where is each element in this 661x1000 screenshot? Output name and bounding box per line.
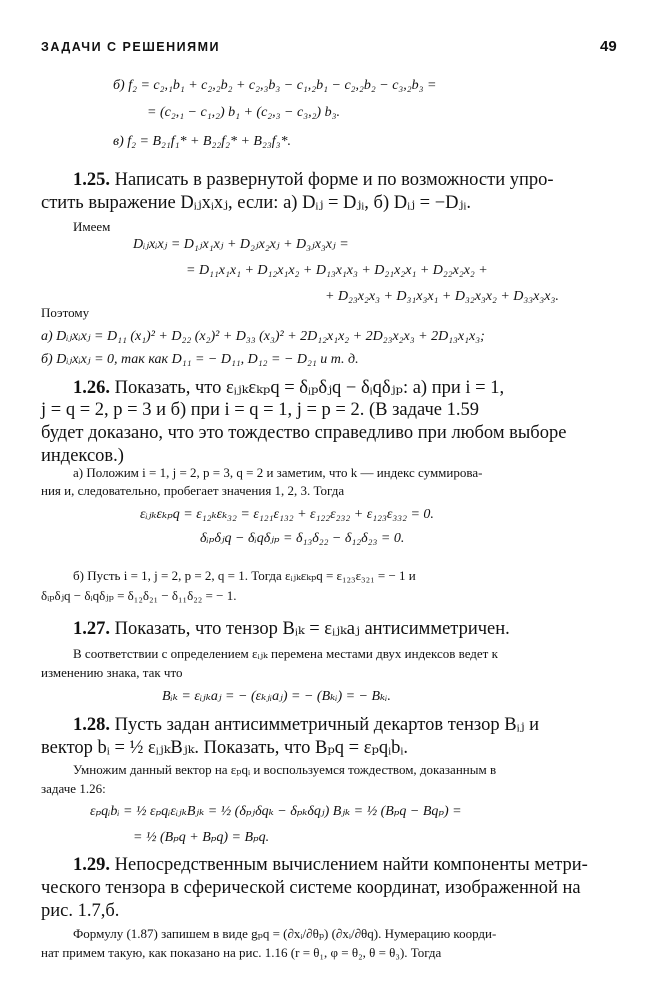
- line-text: δᵢₚδⱼq − δᵢqδⱼₚ = δ₁₂δ₂₁ − δ₁₁δ₂₂ = − 1.: [41, 588, 237, 603]
- line-text: а) Положим i = 1, j = 2, p = 3, q = 2 и заметим, что k — индекс суммирова-: [73, 465, 483, 480]
- page-number: 49: [600, 38, 617, 55]
- line-text: = ½ (Bₚq + Bₚq) = Bₚq.: [133, 830, 270, 845]
- text-line: [41, 400, 479, 421]
- text-line: [133, 829, 269, 846]
- line-text: В соответствии с определением εᵢⱼₖ перемена местами двух индексов ведет к: [73, 646, 498, 661]
- line-text: j = q = 2, p = 3 и б) при i = q = 1, j = p = 2. (В задаче 1.59: [41, 400, 480, 420]
- line-text: Bᵢₖ = εᵢⱼₖaⱼ = − (εₖⱼᵢaⱼ) = − (Bₖᵢ) = − Bₖᵢ.: [162, 689, 391, 704]
- line-text: Показать, что εᵢⱼₖεₖₚq = δᵢₚδⱼq − δᵢqδⱼₚ: а) при i = 1,: [110, 378, 505, 398]
- text-line: [41, 781, 106, 797]
- line-text: вектор bᵢ = ½ εᵢⱼₖBⱼₖ. Показать, что Bₚq = εₚqᵢbᵢ.: [41, 738, 409, 758]
- problem-heading: [73, 377, 504, 399]
- problem-heading: [73, 618, 510, 640]
- line-text: а) Dᵢⱼxᵢxⱼ = D₁₁ (x₁)² + D₂₂ (x₂)² + D₃₃ (x₃)² + 2D₁₂x₁x₂ + 2D₂₃x₂x₃ + 2D₁₃x₁x₃;: [41, 329, 485, 344]
- problem-number: 1.26.: [73, 378, 110, 398]
- line-text: Написать в развернутой форме и по возможности упро-: [110, 170, 554, 190]
- text-line: [41, 351, 359, 368]
- text-line: [162, 688, 391, 705]
- text-line: [41, 588, 236, 604]
- line-text: Формулу (1.87) запишем в виде gₚq = (∂xᵢ/∂θₚ) (∂xᵢ/∂θq). Нумерацию коорди-: [73, 926, 497, 941]
- line-text: рис. 1.7,б.: [41, 901, 120, 921]
- text-line: [113, 134, 291, 150]
- line-text: стить выражение Dᵢⱼxᵢxⱼ, если: а) Dᵢⱼ = Dⱼᵢ, б) Dᵢⱼ = −Dⱼᵢ.: [41, 193, 472, 213]
- text-line: [325, 289, 559, 305]
- line-text: εᵢⱼₖεₖₚq = ε₁₂ₖεₖ₃₂ = ε₁₂₁ε₁₃₂ + ε₁₂₂ε₂₃₂ + ε₁₂₃ε₃₃₂ = 0.: [140, 507, 434, 522]
- line-text: б) f₂ = c₂,₁b₁ + c₂,₂b₂ + c₂,₃b₃ − c₁,₂b₁ − c₂,₂b₂ − c₃,₂b₃ =: [113, 78, 437, 93]
- problem-number: 1.25.: [73, 170, 110, 190]
- line-text: задаче 1.26:: [41, 781, 106, 796]
- text-line: [41, 945, 441, 961]
- text-line: [41, 878, 581, 899]
- text-line: [133, 236, 349, 253]
- text-line: [140, 506, 434, 523]
- line-text: ческого тензора в сферической системе координат, изображенной на: [41, 878, 581, 898]
- text-line: [41, 483, 344, 499]
- problem-number: 1.29.: [73, 855, 110, 875]
- line-text: = D₁₁x₁x₁ + D₁₂x₁x₂ + D₁₃x₁x₃ + D₂₁x₂x₁ + D₂₂x₂x₂ +: [186, 263, 488, 278]
- text-line: [147, 105, 340, 121]
- line-text: б) Пусть i = 1, j = 2, p = 2, q = 1. Тогда εᵢⱼₖεₖₚq = ε₁₂₃ε₃₂₁ = − 1 и: [73, 568, 416, 583]
- text-line: [73, 465, 482, 481]
- problem-number: 1.28.: [73, 715, 110, 735]
- text-line: [73, 568, 416, 584]
- line-text: в) f₂ = B₂₁f₁* + B₂₂f₂* + B₂₃f₃*.: [113, 134, 291, 149]
- line-text: Dᵢⱼxᵢxⱼ = D₁ⱼx₁xⱼ + D₂ⱼx₂xⱼ + D₃ⱼx₃xⱼ =: [133, 237, 349, 252]
- text-line: [73, 219, 110, 235]
- line-text: = (c₂,₁ − c₁,₂) b₁ + (c₂,₃ − c₃,₂) b₃.: [147, 105, 340, 120]
- line-text: б) Dᵢⱼxᵢxⱼ = 0, так как D₁₁ = − D₁₁, D₁₂ = − D₂₁ и т. д.: [41, 352, 359, 367]
- text-line: [41, 423, 566, 444]
- line-text: + D₂₃x₂x₃ + D₃₁x₃x₁ + D₃₂x₃x₂ + D₃₃x₃x₃.: [325, 289, 559, 304]
- line-text: будет доказано, что это тождество справедливо при любом выборе: [41, 423, 567, 443]
- text-line: [200, 530, 404, 547]
- running-title: ЗАДАЧИ С РЕШЕНИЯМИ: [41, 40, 221, 54]
- line-text: ния и, следовательно, пробегает значения 1, 2, 3. Тогда: [41, 483, 345, 498]
- line-text: Умножим данный вектор на εₚqᵢ и воспользуемся тождеством, доказанным в: [73, 762, 497, 777]
- line-text: Непосредственным вычислением найти компоненты метри-: [110, 855, 588, 875]
- line-text: Показать, что тензор Bᵢₖ = εᵢⱼₖaⱼ антисимметричен.: [110, 619, 510, 639]
- text-line: [41, 737, 408, 759]
- text-line: [41, 901, 119, 922]
- text-line: [113, 78, 436, 94]
- line-text: Пусть задан антисимметричный декартов тензор Bᵢⱼ и: [110, 715, 540, 735]
- text-line: [186, 263, 488, 279]
- line-text: индексов.): [41, 446, 124, 466]
- problem-heading: [73, 855, 588, 876]
- problem-number: 1.27.: [73, 619, 110, 639]
- text-line: [41, 305, 89, 321]
- problem-heading: [73, 714, 539, 736]
- line-text: изменению знака, так что: [41, 665, 183, 680]
- line-text: εₚqᵢbᵢ = ½ εₚqᵢεᵢⱼₖBⱼₖ = ½ (δₚⱼδqₖ − δₚₖδqⱼ) Bⱼₖ = ½ (Bₚq − Bqₚ) =: [90, 804, 462, 819]
- text-line: [41, 446, 124, 467]
- line-text: Имеем: [73, 219, 111, 234]
- line-text: Поэтому: [41, 305, 90, 320]
- text-line: [73, 762, 496, 778]
- text-line: [41, 665, 182, 681]
- text-line: [73, 646, 498, 662]
- text-line: [41, 192, 471, 214]
- text-line: [41, 328, 485, 345]
- line-text: нат примем такую, как показано на рис. 1.16 (r = θ₁, φ = θ₂, θ = θ₃). Тогда: [41, 945, 442, 960]
- line-text: δᵢₚδⱼq − δᵢqδⱼₚ = δ₁₃δ₂₂ − δ₁₂δ₂₃ = 0.: [200, 531, 405, 546]
- text-line: [73, 926, 496, 942]
- problem-heading: [73, 170, 554, 191]
- text-line: [90, 803, 462, 820]
